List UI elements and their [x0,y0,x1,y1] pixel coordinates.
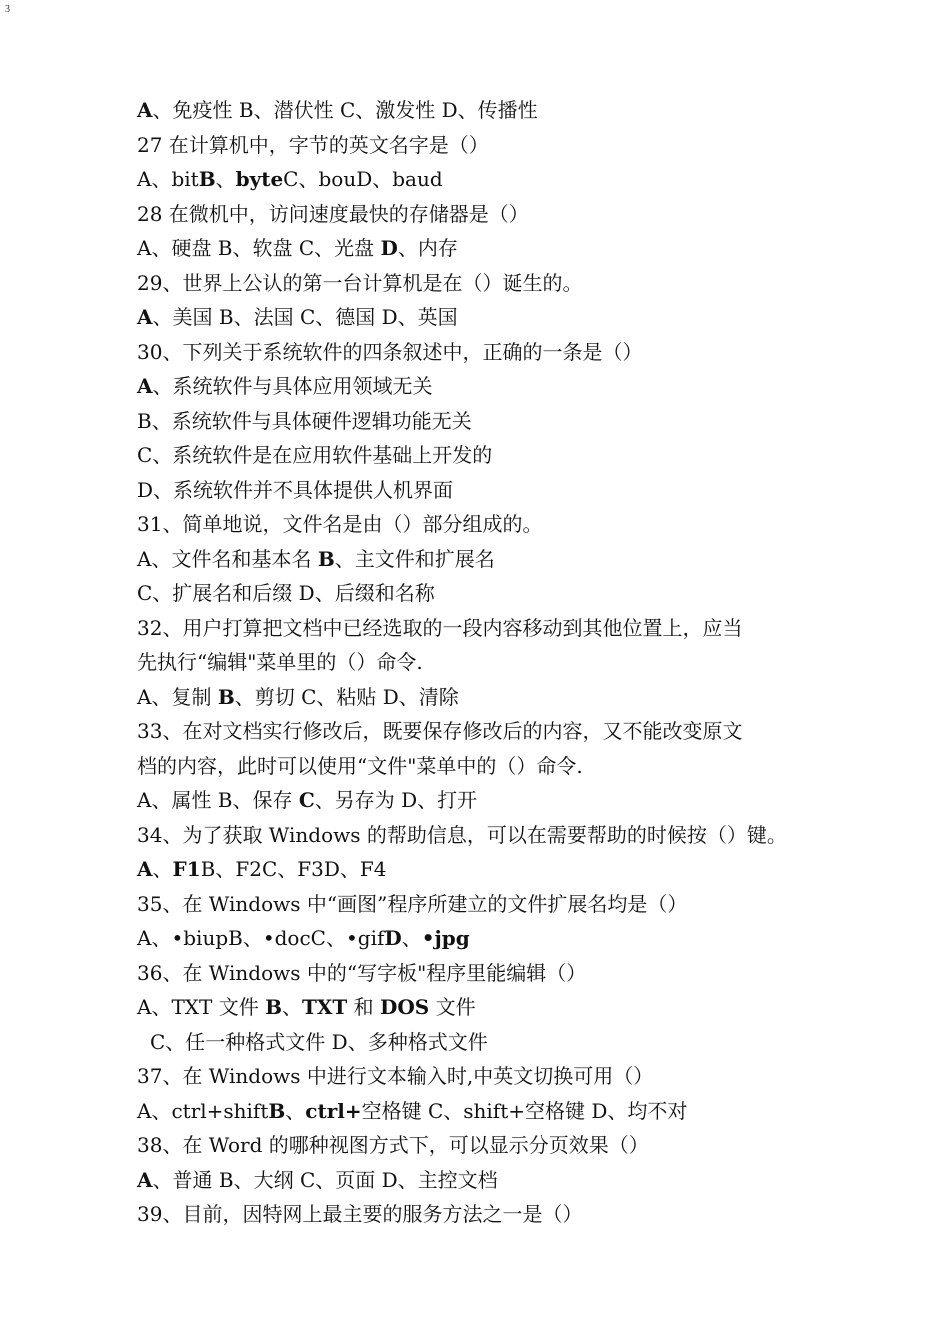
text-run: D、系统软件并不具体提供人机界面 [137,477,454,502]
text-line [137,611,837,646]
text-run: 、系统软件与具体应用领域无关 [152,374,433,398]
text-line [137,818,837,853]
text-run: 文件 [429,995,476,1019]
text-line [137,645,837,680]
text-run: A [137,98,153,122]
text-run: •jpg [421,926,470,950]
text-run: 28 在微机中，访问速度最快的存储器是（） [137,201,529,226]
text-line [137,852,837,887]
text-line [137,369,837,404]
text-run: ctrl+ [305,1098,362,1123]
text-line [137,990,837,1025]
text-line [137,266,837,301]
text-run: A、属性 B、保存 [137,788,299,812]
text-line [137,783,837,818]
text-run: A、复制 [137,684,218,709]
text-run: B、F2C、F3D、F4 [200,857,387,881]
text-run: A、文件名和基本名 [137,546,318,571]
text-run: 、剪切 C、粘贴 D、清除 [234,684,459,709]
text-run: 32、用户打算把文档中已经选取的一段内容移动到其他位置上，应当 [137,615,743,640]
text-run: 、美国 B、法国 C、德国 D、英国 [152,305,458,329]
text-run: D [384,926,402,950]
text-line [137,1059,837,1094]
text-run: C、系统软件是在应用软件基础上开发的 [137,443,493,467]
text-line [137,507,837,542]
text-run: 先执行“编辑"菜单里的（）命令. [137,650,423,674]
text-run: D [380,236,398,260]
text-run: A [137,1167,153,1192]
text-run: A、硬盘 B、软盘 C、光盘 [137,236,381,260]
text-line [137,1128,837,1163]
text-run: C [298,788,315,812]
text-line [137,956,837,991]
text-line [137,1094,837,1129]
text-run: B [198,167,216,191]
text-run: A [137,305,153,329]
text-run: A、•biupB、•docC、•gif [137,926,385,950]
text-run: 34、为了获取 Windows 的帮助信息，可以在需要帮助的时候按（）键。 [137,822,787,847]
text-run: 37、在 Windows 中进行文本输入时,中英文切换可用（） [137,1064,654,1088]
text-run: 、 [152,857,173,881]
text-line [137,335,837,370]
text-run: 29、世界上公认的第一台计算机是在（）诞生的。 [137,270,583,295]
text-run: 35、在 Windows 中“画图”程序所建立的文件扩展名均是（） [137,891,688,916]
text-run: C、bouD、baud [283,167,443,191]
text-run: 、另存为 D、打开 [314,788,478,812]
text-line [137,473,837,508]
text-run: 27 在计算机中，字节的英文名字是（） [137,132,489,157]
text-run: 31、简单地说，文件名是由（）部分组成的。 [137,512,543,536]
text-run: C、扩展名和后缀 D、后缀和名称 [137,581,435,605]
text-run: 30、下列关于系统软件的四条叙述中，正确的一条是（） [137,339,643,364]
text-line [137,93,837,128]
text-line [137,1163,837,1198]
text-run: 36、在 Windows 中的“写字板"程序里能编辑（） [137,960,587,985]
text-run: 33、在对文档实行修改后，既要保存修改后的内容，又不能改变原文 [137,719,743,743]
text-line [137,404,837,439]
question-list [137,93,837,1232]
text-run: A、bit [137,167,199,191]
text-line [137,438,837,473]
text-run: 、内存 [397,236,458,260]
text-run: 空格键 C、shift+空格键 D、均不对 [361,1098,688,1123]
text-run: B [265,995,282,1019]
text-line [137,542,837,577]
text-run: 38、在 Word 的哪种视图方式下，可以显示分页效果（） [137,1133,649,1157]
page-number: 3 [5,4,10,15]
text-line [137,231,837,266]
text-run: A、TXT 文件 [137,995,266,1019]
text-run: B、系统软件与具体硬件逻辑功能无关 [137,408,472,433]
text-run: DOS [380,995,430,1019]
text-line [137,197,837,232]
text-line [137,921,837,956]
text-run: 档的内容，此时可以使用“文件"菜单中的（）命令. [137,753,583,778]
text-run: A [137,857,153,881]
text-run: B [268,1098,286,1123]
text-run: B [317,546,335,571]
text-line [137,128,837,163]
text-run: 、 [285,1098,306,1123]
text-line [137,887,837,922]
text-run: 、主文件和扩展名 [334,546,495,571]
text-run: F1 [172,857,201,881]
text-line [137,749,837,784]
text-run: B [217,684,235,709]
text-run: 39、目前，因特网上最主要的服务方法之一是（） [137,1202,583,1226]
text-run: 、免疫性 B、潜伏性 C、激发性 D、传播性 [152,98,538,122]
text-run: byte [235,167,284,191]
text-run: 和 [347,995,380,1019]
text-run: A [137,374,153,398]
text-run: TXT [301,995,348,1019]
text-run: 、 [281,995,302,1019]
text-line [137,576,837,611]
text-run: C、任一种格式文件 D、多种格式文件 [150,1029,488,1054]
text-line [137,680,837,715]
text-line [137,1025,837,1060]
text-line [137,300,837,335]
text-run: 、 [401,926,422,950]
text-line [137,162,837,197]
text-run: A、ctrl+shift [137,1098,269,1123]
text-line [137,714,837,749]
text-run: 、普通 B、大纲 C、页面 D、主控文档 [152,1167,498,1192]
text-line [137,1197,837,1232]
text-run: 、 [215,167,236,191]
